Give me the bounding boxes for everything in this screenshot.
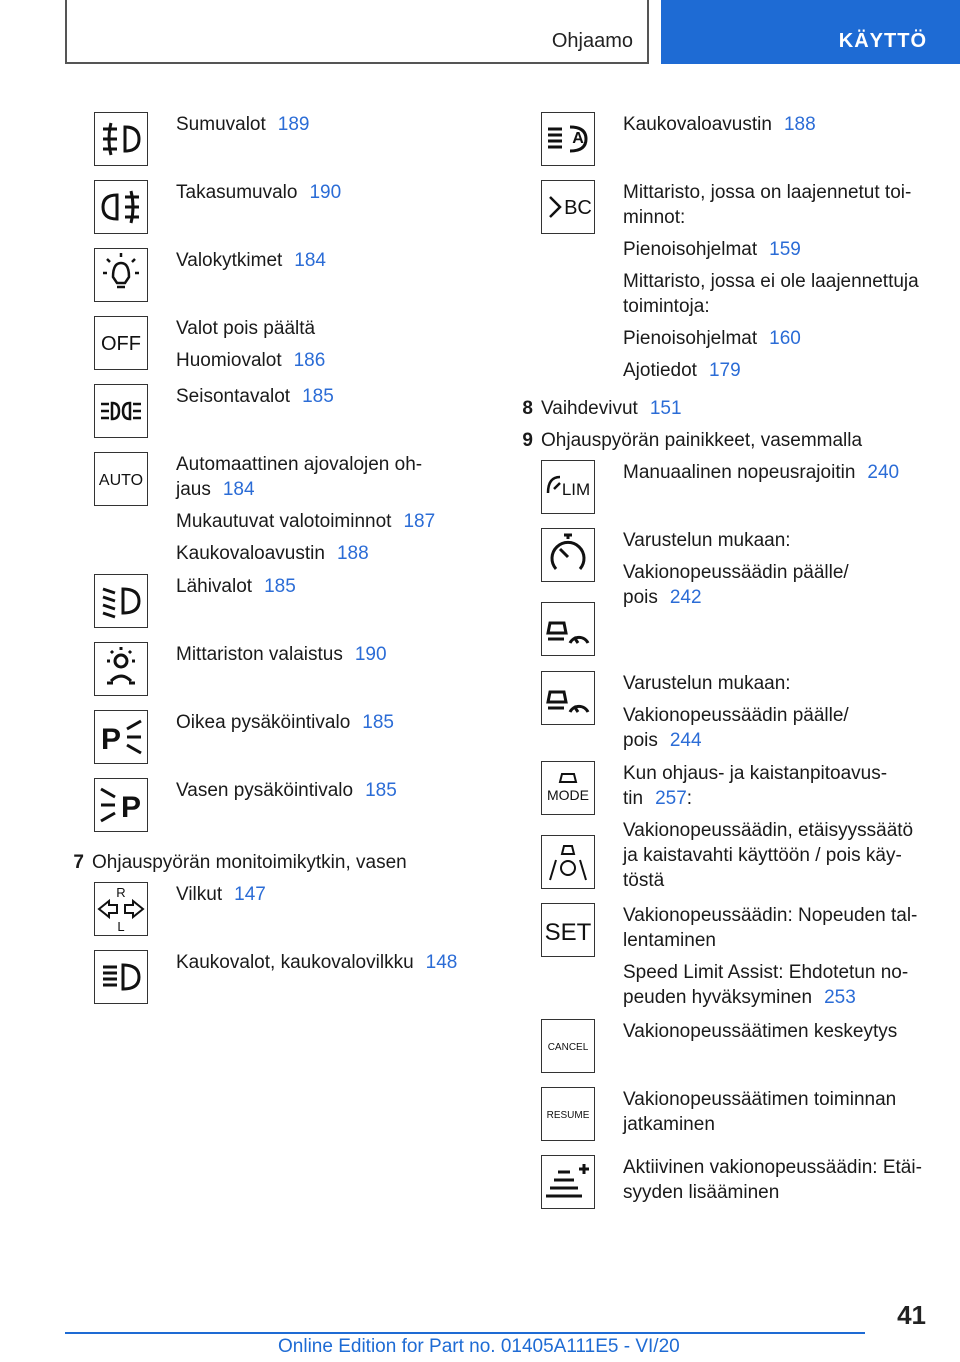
entry-label: Automaattinen ajovalojen oh- jaus xyxy=(176,454,423,500)
icon-label: SET xyxy=(544,919,592,946)
cruise-control-icon xyxy=(541,528,595,582)
entry-label: Mittaristo, jossa ei ole laajennettuja toimintoja: xyxy=(623,271,919,317)
page-link[interactable]: 257 xyxy=(655,788,687,809)
entry-label: Vakionopeussäädin päälle/ pois xyxy=(623,705,849,751)
entry-label: Mittariston valaistus xyxy=(176,644,343,665)
icon-label: CANCEL xyxy=(547,1042,589,1053)
high-beam-assist-icon xyxy=(541,112,595,166)
active-cruise-control-icon xyxy=(541,602,595,656)
active-cruise-control-icon xyxy=(541,671,595,725)
entry-lights-off xyxy=(60,316,480,384)
entry-label: Takasumuvalo xyxy=(176,182,298,203)
set-button-icon xyxy=(541,903,595,957)
page-link[interactable]: 179 xyxy=(708,360,741,381)
light-switch-icon xyxy=(94,248,148,302)
entry-fog-front xyxy=(60,112,480,180)
entry-label: Vilkut xyxy=(176,884,223,905)
fog-light-front-icon xyxy=(94,112,148,166)
right-column xyxy=(509,112,929,1223)
section-number: 9 xyxy=(522,430,533,451)
page-link[interactable]: 185 xyxy=(365,780,397,801)
cancel-button-icon xyxy=(541,1019,595,1073)
page-link[interactable]: 160 xyxy=(769,328,801,349)
parking-light-left-icon xyxy=(94,778,148,832)
entry-label: Vakionopeussäätimen keskeytys xyxy=(623,1021,898,1042)
icon-label: R xyxy=(116,885,126,900)
entry-label: Ajotiedot xyxy=(623,360,697,381)
icon-label: L xyxy=(117,919,125,934)
chapter-title: KÄYTTÖ xyxy=(838,30,927,52)
off-icon xyxy=(94,316,148,370)
entry-cancel-button xyxy=(509,1019,929,1087)
entry-set-button xyxy=(509,903,929,1019)
entry-label: Kun ohjaus- ja kaistanpitoavus- tin xyxy=(623,763,888,809)
page-link[interactable]: 253 xyxy=(824,987,856,1008)
entry-label: Seisontavalot xyxy=(176,386,291,407)
entry-light-switch xyxy=(60,248,480,316)
entry-label: Mittaristo, jossa on laajennetut toi- minnot: xyxy=(623,182,912,228)
entry-parking-lights xyxy=(60,384,480,452)
resume-button-icon xyxy=(541,1087,595,1141)
page-link[interactable]: 187 xyxy=(403,511,436,532)
page-link[interactable]: 240 xyxy=(867,462,900,483)
entry-high-beam-assist xyxy=(509,112,929,180)
page-link[interactable]: 147 xyxy=(234,884,266,905)
section-title: Ohjauspyörän painikkeet, vasemmalla xyxy=(541,430,863,451)
parking-light-right-icon xyxy=(94,710,148,764)
section-number: 7 xyxy=(73,852,84,873)
page-link[interactable]: 188 xyxy=(783,114,816,135)
entry-label: Kaukovalot, kaukovalovilkku xyxy=(176,952,414,973)
entry-label: Valot pois päältä xyxy=(176,318,316,339)
entry-label: Varustelun mukaan: xyxy=(623,673,791,694)
icon-label: MODE xyxy=(547,787,589,803)
page-link[interactable]: 189 xyxy=(277,114,310,135)
footer-divider xyxy=(65,1332,865,1334)
entry-label: Mukautuvat valotoiminnot xyxy=(176,511,392,532)
entry-label: Manuaalinen nopeusrajoitin xyxy=(623,462,856,483)
high-beam-icon xyxy=(94,950,148,1004)
icon-label: RESUME xyxy=(546,1110,590,1121)
page-link[interactable]: 151 xyxy=(649,398,682,419)
edition-text: Online Edition for Part no. 01405A111E5 - VI/20 xyxy=(278,1336,680,1357)
entry-label: Vakionopeussäädin: Nopeuden tal- lentaminen xyxy=(623,905,918,951)
entry-label: Oikea pysäköintivalo xyxy=(176,712,351,733)
page-link[interactable]: 185 xyxy=(362,712,394,733)
page-link[interactable]: 244 xyxy=(669,730,702,751)
left-column xyxy=(60,112,480,1018)
entry-label: Pienoisohjelmat xyxy=(623,239,758,260)
speed-limiter-icon xyxy=(541,460,595,514)
page-link[interactable]: 188 xyxy=(336,543,369,564)
page-link[interactable]: 190 xyxy=(354,644,387,665)
icon-label: P xyxy=(120,791,142,824)
low-beam-icon xyxy=(94,574,148,628)
entry-label: Pienoisohjelmat xyxy=(623,328,758,349)
entry-active-cruise-control xyxy=(509,671,929,761)
entry-label: Kaukovaloavustin xyxy=(623,114,772,135)
entry-label: Lähivalot xyxy=(176,576,253,597)
header-section-box xyxy=(65,0,649,64)
entry-label: Vakionopeussäädin, etäisyyssäätö ja kaistavahti käyttöön / pois käy- töstä xyxy=(623,820,914,891)
turn-signal-icon xyxy=(94,882,148,936)
auto-light-icon xyxy=(94,452,148,506)
page-link[interactable]: 242 xyxy=(669,587,702,608)
chapter-tab xyxy=(661,0,960,64)
icon-label: P xyxy=(100,723,122,756)
entry-label: Vakionopeussäätimen toiminnan jatkaminen xyxy=(623,1089,897,1135)
icon-label: A xyxy=(572,130,584,147)
section-7-heading xyxy=(60,850,480,875)
entry-instrument-lighting xyxy=(60,642,480,710)
entry-label: Huomiovalot xyxy=(176,350,282,371)
entry-label: Speed Limit Assist: Ehdotetun no- peuden hyväksyminen xyxy=(623,962,909,1008)
entry-label: Kaukovaloavustin xyxy=(176,543,325,564)
entry-label: Vasen pysäköintivalo xyxy=(176,780,354,801)
entry-parking-right xyxy=(60,710,480,778)
page-link[interactable]: 159 xyxy=(769,239,801,260)
entry-label: Valokytkimet xyxy=(176,250,283,271)
section-9-heading xyxy=(509,428,929,453)
entry-label: Varustelun mukaan: xyxy=(623,530,791,551)
entry-speed-limiter xyxy=(509,460,929,528)
entry-distance-increase xyxy=(509,1155,929,1223)
fog-light-rear-icon xyxy=(94,180,148,234)
entry-cruise-control xyxy=(509,528,929,671)
icon-label: BC xyxy=(564,197,592,219)
distance-increase-icon xyxy=(541,1155,595,1209)
instrument-lighting-icon xyxy=(94,642,148,696)
entry-resume-button xyxy=(509,1087,929,1155)
icon-label: AUTO xyxy=(98,472,144,489)
section-title: Ohjauspyörän monitoimikytkin, vasen xyxy=(92,852,407,873)
entry-label: Sumuvalot xyxy=(176,114,266,135)
section-title: Ohjaamo xyxy=(551,30,633,52)
entry-parking-left xyxy=(60,778,480,850)
icon-label: OFF xyxy=(101,333,141,355)
page-link[interactable]: 184 xyxy=(294,250,326,271)
page-link[interactable]: 148 xyxy=(425,952,458,973)
lane-assist-icon xyxy=(541,835,595,889)
mode-button-icon xyxy=(541,761,595,815)
entry-label: Aktiivinen vakionopeussäädin: Etäi- syyden lisääminen xyxy=(623,1157,922,1203)
entry-turn-signal xyxy=(60,882,480,950)
icon-label: LIM xyxy=(561,480,591,499)
entry-auto-light xyxy=(60,452,480,574)
parking-light-icon xyxy=(94,384,148,438)
section-number: 8 xyxy=(522,398,533,419)
page-link[interactable]: 190 xyxy=(309,182,342,203)
entry-mode-button: MODE Kun ohjaus- ja kaistanpitoavus- tin 257: Vakionopeussäädin, etäisyyssäätö ja kaistavahti käyttöön / pois käy- töstä xyxy=(509,761,929,903)
page-number: 41 xyxy=(897,1300,926,1330)
bc-button-icon xyxy=(541,180,595,234)
entry-high-beam xyxy=(60,950,480,1018)
section-8-heading xyxy=(509,396,929,421)
entry-low-beam xyxy=(60,574,480,642)
page-link[interactable]: 186 xyxy=(293,350,326,371)
page-link[interactable]: 184 xyxy=(222,479,255,500)
section-title: Vaihdevivut xyxy=(541,398,638,419)
page-link[interactable]: 185 xyxy=(264,576,296,597)
page-link[interactable]: 185 xyxy=(302,386,334,407)
entry-label: Vakionopeussäädin päälle/ pois xyxy=(623,562,849,608)
entry-fog-rear xyxy=(60,180,480,248)
entry-bc-button xyxy=(509,180,929,396)
